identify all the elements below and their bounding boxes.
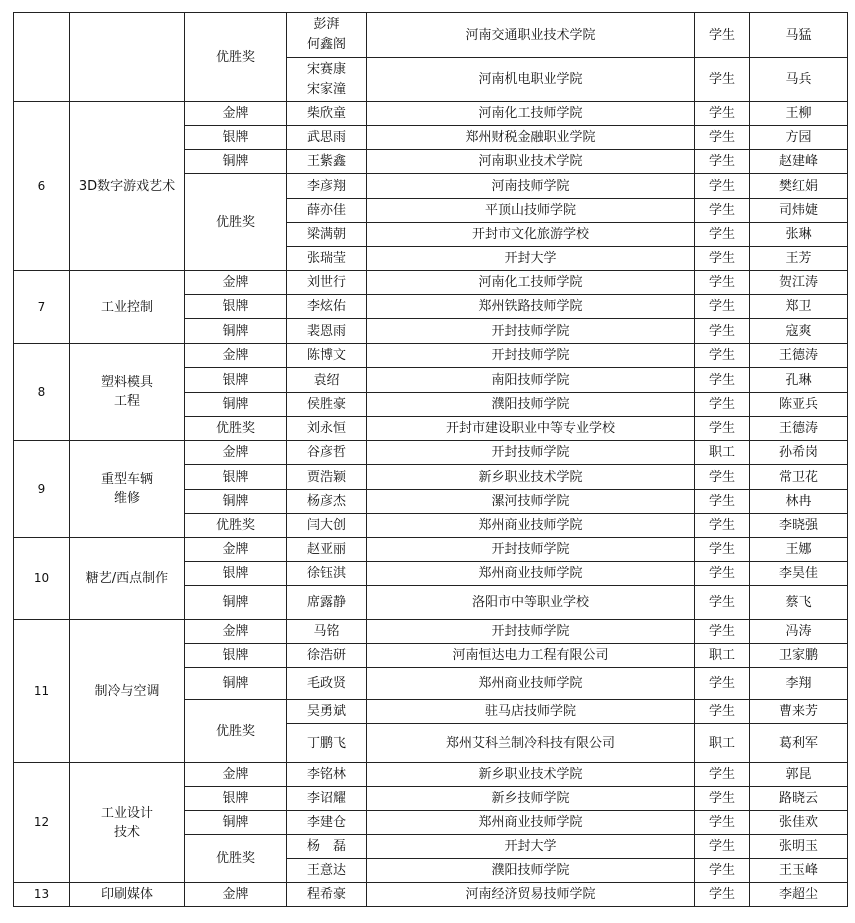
- award-cell: 银牌: [185, 368, 287, 393]
- event-cell: [70, 13, 185, 102]
- table-row: [14, 344, 848, 368]
- number-cell: 10: [14, 538, 70, 620]
- event-cell: 塑料模具 工程: [70, 344, 185, 441]
- event-cell: 印刷媒体: [70, 883, 185, 907]
- coach-cell: 王德涛: [750, 344, 848, 368]
- identity-cell: 学生: [695, 368, 750, 393]
- school-cell: 开封技师学院: [367, 538, 695, 562]
- coach-cell: 马猛: [750, 13, 848, 58]
- contestant-cell: 侯胜豪: [287, 393, 367, 417]
- identity-cell: 学生: [695, 883, 750, 907]
- school-cell: 开封技师学院: [367, 620, 695, 644]
- identity-cell: 学生: [695, 668, 750, 700]
- number-cell: [14, 13, 70, 102]
- event-cell: 制冷与空调: [70, 620, 185, 763]
- award-cell: 铜牌: [185, 586, 287, 620]
- award-cell: 优胜奖: [185, 417, 287, 441]
- number-cell: 12: [14, 763, 70, 883]
- school-cell: 濮阳技师学院: [367, 393, 695, 417]
- identity-cell: 学生: [695, 150, 750, 174]
- school-cell: 平顶山技师学院: [367, 199, 695, 223]
- school-cell: 河南经济贸易技师学院: [367, 883, 695, 907]
- identity-cell: 学生: [695, 700, 750, 724]
- school-cell: 河南化工技师学院: [367, 102, 695, 126]
- identity-cell: 学生: [695, 787, 750, 811]
- award-cell: 优胜奖: [185, 174, 287, 271]
- school-cell: 濮阳技师学院: [367, 859, 695, 883]
- school-cell: 郑州商业技师学院: [367, 562, 695, 586]
- identity-cell: 学生: [695, 344, 750, 368]
- award-cell: 银牌: [185, 787, 287, 811]
- number-cell: 7: [14, 271, 70, 344]
- award-cell: 银牌: [185, 465, 287, 490]
- table-row: [14, 538, 848, 562]
- contestant-cell: 刘永恒: [287, 417, 367, 441]
- school-cell: 驻马店技师学院: [367, 700, 695, 724]
- coach-cell: 王芳: [750, 247, 848, 271]
- school-cell: 开封市建设职业中等专业学校: [367, 417, 695, 441]
- number-cell: 6: [14, 102, 70, 271]
- award-cell: 金牌: [185, 763, 287, 787]
- coach-cell: 曹来芳: [750, 700, 848, 724]
- identity-cell: 学生: [695, 58, 750, 102]
- identity-cell: 学生: [695, 514, 750, 538]
- identity-cell: 学生: [695, 271, 750, 295]
- contestant-cell: 裴恩雨: [287, 319, 367, 344]
- award-cell: 金牌: [185, 620, 287, 644]
- table-row: [14, 13, 848, 58]
- award-cell: 金牌: [185, 538, 287, 562]
- identity-cell: 学生: [695, 174, 750, 199]
- table-row: [14, 763, 848, 787]
- school-cell: 开封大学: [367, 247, 695, 271]
- school-cell: 河南职业技术学院: [367, 150, 695, 174]
- school-cell: 新乡职业技术学院: [367, 763, 695, 787]
- coach-cell: 张琳: [750, 223, 848, 247]
- identity-cell: 学生: [695, 319, 750, 344]
- coach-cell: 司炜婕: [750, 199, 848, 223]
- coach-cell: 陈亚兵: [750, 393, 848, 417]
- identity-cell: 职工: [695, 724, 750, 763]
- coach-cell: 郭昆: [750, 763, 848, 787]
- event-cell: 3D数字游戏艺术: [70, 102, 185, 271]
- school-cell: 开封市文化旅游学校: [367, 223, 695, 247]
- award-cell: 银牌: [185, 562, 287, 586]
- identity-cell: 学生: [695, 859, 750, 883]
- award-cell: 金牌: [185, 102, 287, 126]
- coach-cell: 李超尘: [750, 883, 848, 907]
- school-cell: 河南技师学院: [367, 174, 695, 199]
- coach-cell: 王柳: [750, 102, 848, 126]
- identity-cell: 学生: [695, 562, 750, 586]
- event-cell: 工业控制: [70, 271, 185, 344]
- coach-cell: 李翔: [750, 668, 848, 700]
- award-cell: 优胜奖: [185, 514, 287, 538]
- school-cell: 南阳技师学院: [367, 368, 695, 393]
- coach-cell: 孔琳: [750, 368, 848, 393]
- table-row: [14, 883, 848, 907]
- school-cell: 洛阳市中等职业学校: [367, 586, 695, 620]
- identity-cell: 学生: [695, 102, 750, 126]
- identity-cell: 学生: [695, 538, 750, 562]
- identity-cell: 学生: [695, 223, 750, 247]
- contestant-cell: 薛亦佳: [287, 199, 367, 223]
- event-cell: 工业设计 技术: [70, 763, 185, 883]
- number-cell: 9: [14, 441, 70, 538]
- contestant-cell: 贾浩颖: [287, 465, 367, 490]
- contestant-cell: 闫大创: [287, 514, 367, 538]
- contestant-cell: 梁满朝: [287, 223, 367, 247]
- contestant-cell: 柴欣童: [287, 102, 367, 126]
- contestant-cell: 宋赛康 宋家潼: [287, 58, 367, 102]
- coach-cell: 王玉峰: [750, 859, 848, 883]
- identity-cell: 学生: [695, 393, 750, 417]
- school-cell: 郑州商业技师学院: [367, 668, 695, 700]
- school-cell: 开封技师学院: [367, 319, 695, 344]
- coach-cell: 赵建峰: [750, 150, 848, 174]
- contestant-cell: 张瑞莹: [287, 247, 367, 271]
- award-cell: 银牌: [185, 126, 287, 150]
- contestant-cell: 席露静: [287, 586, 367, 620]
- school-cell: 郑州财税金融职业学院: [367, 126, 695, 150]
- school-cell: 开封技师学院: [367, 441, 695, 465]
- coach-cell: 王娜: [750, 538, 848, 562]
- award-table: [13, 12, 848, 907]
- number-cell: 11: [14, 620, 70, 763]
- contestant-cell: 彭湃 何鑫阁: [287, 13, 367, 58]
- school-cell: 郑州艾科兰制冷科技有限公司: [367, 724, 695, 763]
- coach-cell: 郑卫: [750, 295, 848, 319]
- award-cell: 铜牌: [185, 668, 287, 700]
- contestant-cell: 程希豪: [287, 883, 367, 907]
- coach-cell: 方园: [750, 126, 848, 150]
- school-cell: 新乡职业技术学院: [367, 465, 695, 490]
- contestant-cell: 刘世行: [287, 271, 367, 295]
- table-row: [14, 102, 848, 126]
- coach-cell: 樊红娟: [750, 174, 848, 199]
- coach-cell: 贺江涛: [750, 271, 848, 295]
- number-cell: 13: [14, 883, 70, 907]
- identity-cell: 学生: [695, 199, 750, 223]
- contestant-cell: 谷彦哲: [287, 441, 367, 465]
- award-cell: 铜牌: [185, 811, 287, 835]
- identity-cell: 学生: [695, 126, 750, 150]
- contestant-cell: 徐钰淇: [287, 562, 367, 586]
- contestant-cell: 马铭: [287, 620, 367, 644]
- coach-cell: 李晓强: [750, 514, 848, 538]
- identity-cell: 学生: [695, 620, 750, 644]
- contestant-cell: 吴勇斌: [287, 700, 367, 724]
- award-cell: 银牌: [185, 644, 287, 668]
- school-cell: 郑州商业技师学院: [367, 514, 695, 538]
- coach-cell: 常卫花: [750, 465, 848, 490]
- table-row: [14, 620, 848, 644]
- coach-cell: 葛利军: [750, 724, 848, 763]
- award-cell: 铜牌: [185, 150, 287, 174]
- coach-cell: 林冉: [750, 490, 848, 514]
- identity-cell: 学生: [695, 247, 750, 271]
- table-row: [14, 441, 848, 465]
- event-cell: 重型车辆 维修: [70, 441, 185, 538]
- coach-cell: 卫家鹏: [750, 644, 848, 668]
- award-cell: 优胜奖: [185, 13, 287, 102]
- contestant-cell: 赵亚丽: [287, 538, 367, 562]
- identity-cell: 学生: [695, 490, 750, 514]
- identity-cell: 学生: [695, 763, 750, 787]
- contestant-cell: 李彦翔: [287, 174, 367, 199]
- coach-cell: 张佳欢: [750, 811, 848, 835]
- coach-cell: 马兵: [750, 58, 848, 102]
- identity-cell: 学生: [695, 295, 750, 319]
- school-cell: 河南交通职业技术学院: [367, 13, 695, 58]
- identity-cell: 学生: [695, 835, 750, 859]
- identity-cell: 学生: [695, 13, 750, 58]
- identity-cell: 学生: [695, 417, 750, 441]
- award-cell: 铜牌: [185, 490, 287, 514]
- award-cell: 金牌: [185, 344, 287, 368]
- identity-cell: 学生: [695, 465, 750, 490]
- contestant-cell: 李铭林: [287, 763, 367, 787]
- school-cell: 漯河技师学院: [367, 490, 695, 514]
- identity-cell: 职工: [695, 441, 750, 465]
- coach-cell: 寇爽: [750, 319, 848, 344]
- school-cell: 河南化工技师学院: [367, 271, 695, 295]
- contestant-cell: 武思雨: [287, 126, 367, 150]
- award-cell: 铜牌: [185, 319, 287, 344]
- contestant-cell: 李建仓: [287, 811, 367, 835]
- contestant-cell: 毛政贤: [287, 668, 367, 700]
- school-cell: 河南机电职业学院: [367, 58, 695, 102]
- contestant-cell: 丁鹏飞: [287, 724, 367, 763]
- school-cell: 开封技师学院: [367, 344, 695, 368]
- coach-cell: 张明玉: [750, 835, 848, 859]
- coach-cell: 蔡飞: [750, 586, 848, 620]
- number-cell: 8: [14, 344, 70, 441]
- event-cell: 糖艺/西点制作: [70, 538, 185, 620]
- award-cell: 金牌: [185, 883, 287, 907]
- coach-cell: 王德涛: [750, 417, 848, 441]
- contestant-cell: 徐浩研: [287, 644, 367, 668]
- award-cell: 金牌: [185, 271, 287, 295]
- contestant-cell: 杨彦杰: [287, 490, 367, 514]
- contestant-cell: 陈博文: [287, 344, 367, 368]
- coach-cell: 冯涛: [750, 620, 848, 644]
- award-cell: 优胜奖: [185, 700, 287, 763]
- award-cell: 铜牌: [185, 393, 287, 417]
- contestant-cell: 李炫佑: [287, 295, 367, 319]
- award-cell: 银牌: [185, 295, 287, 319]
- school-cell: 新乡技师学院: [367, 787, 695, 811]
- identity-cell: 学生: [695, 811, 750, 835]
- table-row: [14, 271, 848, 295]
- school-cell: 开封大学: [367, 835, 695, 859]
- coach-cell: 孙希岗: [750, 441, 848, 465]
- identity-cell: 学生: [695, 586, 750, 620]
- school-cell: 郑州铁路技师学院: [367, 295, 695, 319]
- contestant-cell: 王紫鑫: [287, 150, 367, 174]
- identity-cell: 职工: [695, 644, 750, 668]
- contestant-cell: 王意达: [287, 859, 367, 883]
- contestant-cell: 杨 磊: [287, 835, 367, 859]
- coach-cell: 李昊佳: [750, 562, 848, 586]
- school-cell: 河南恒达电力工程有限公司: [367, 644, 695, 668]
- contestant-cell: 袁绍: [287, 368, 367, 393]
- coach-cell: 路晓云: [750, 787, 848, 811]
- contestant-cell: 李诏耀: [287, 787, 367, 811]
- award-cell: 优胜奖: [185, 835, 287, 883]
- award-cell: 金牌: [185, 441, 287, 465]
- school-cell: 郑州商业技师学院: [367, 811, 695, 835]
